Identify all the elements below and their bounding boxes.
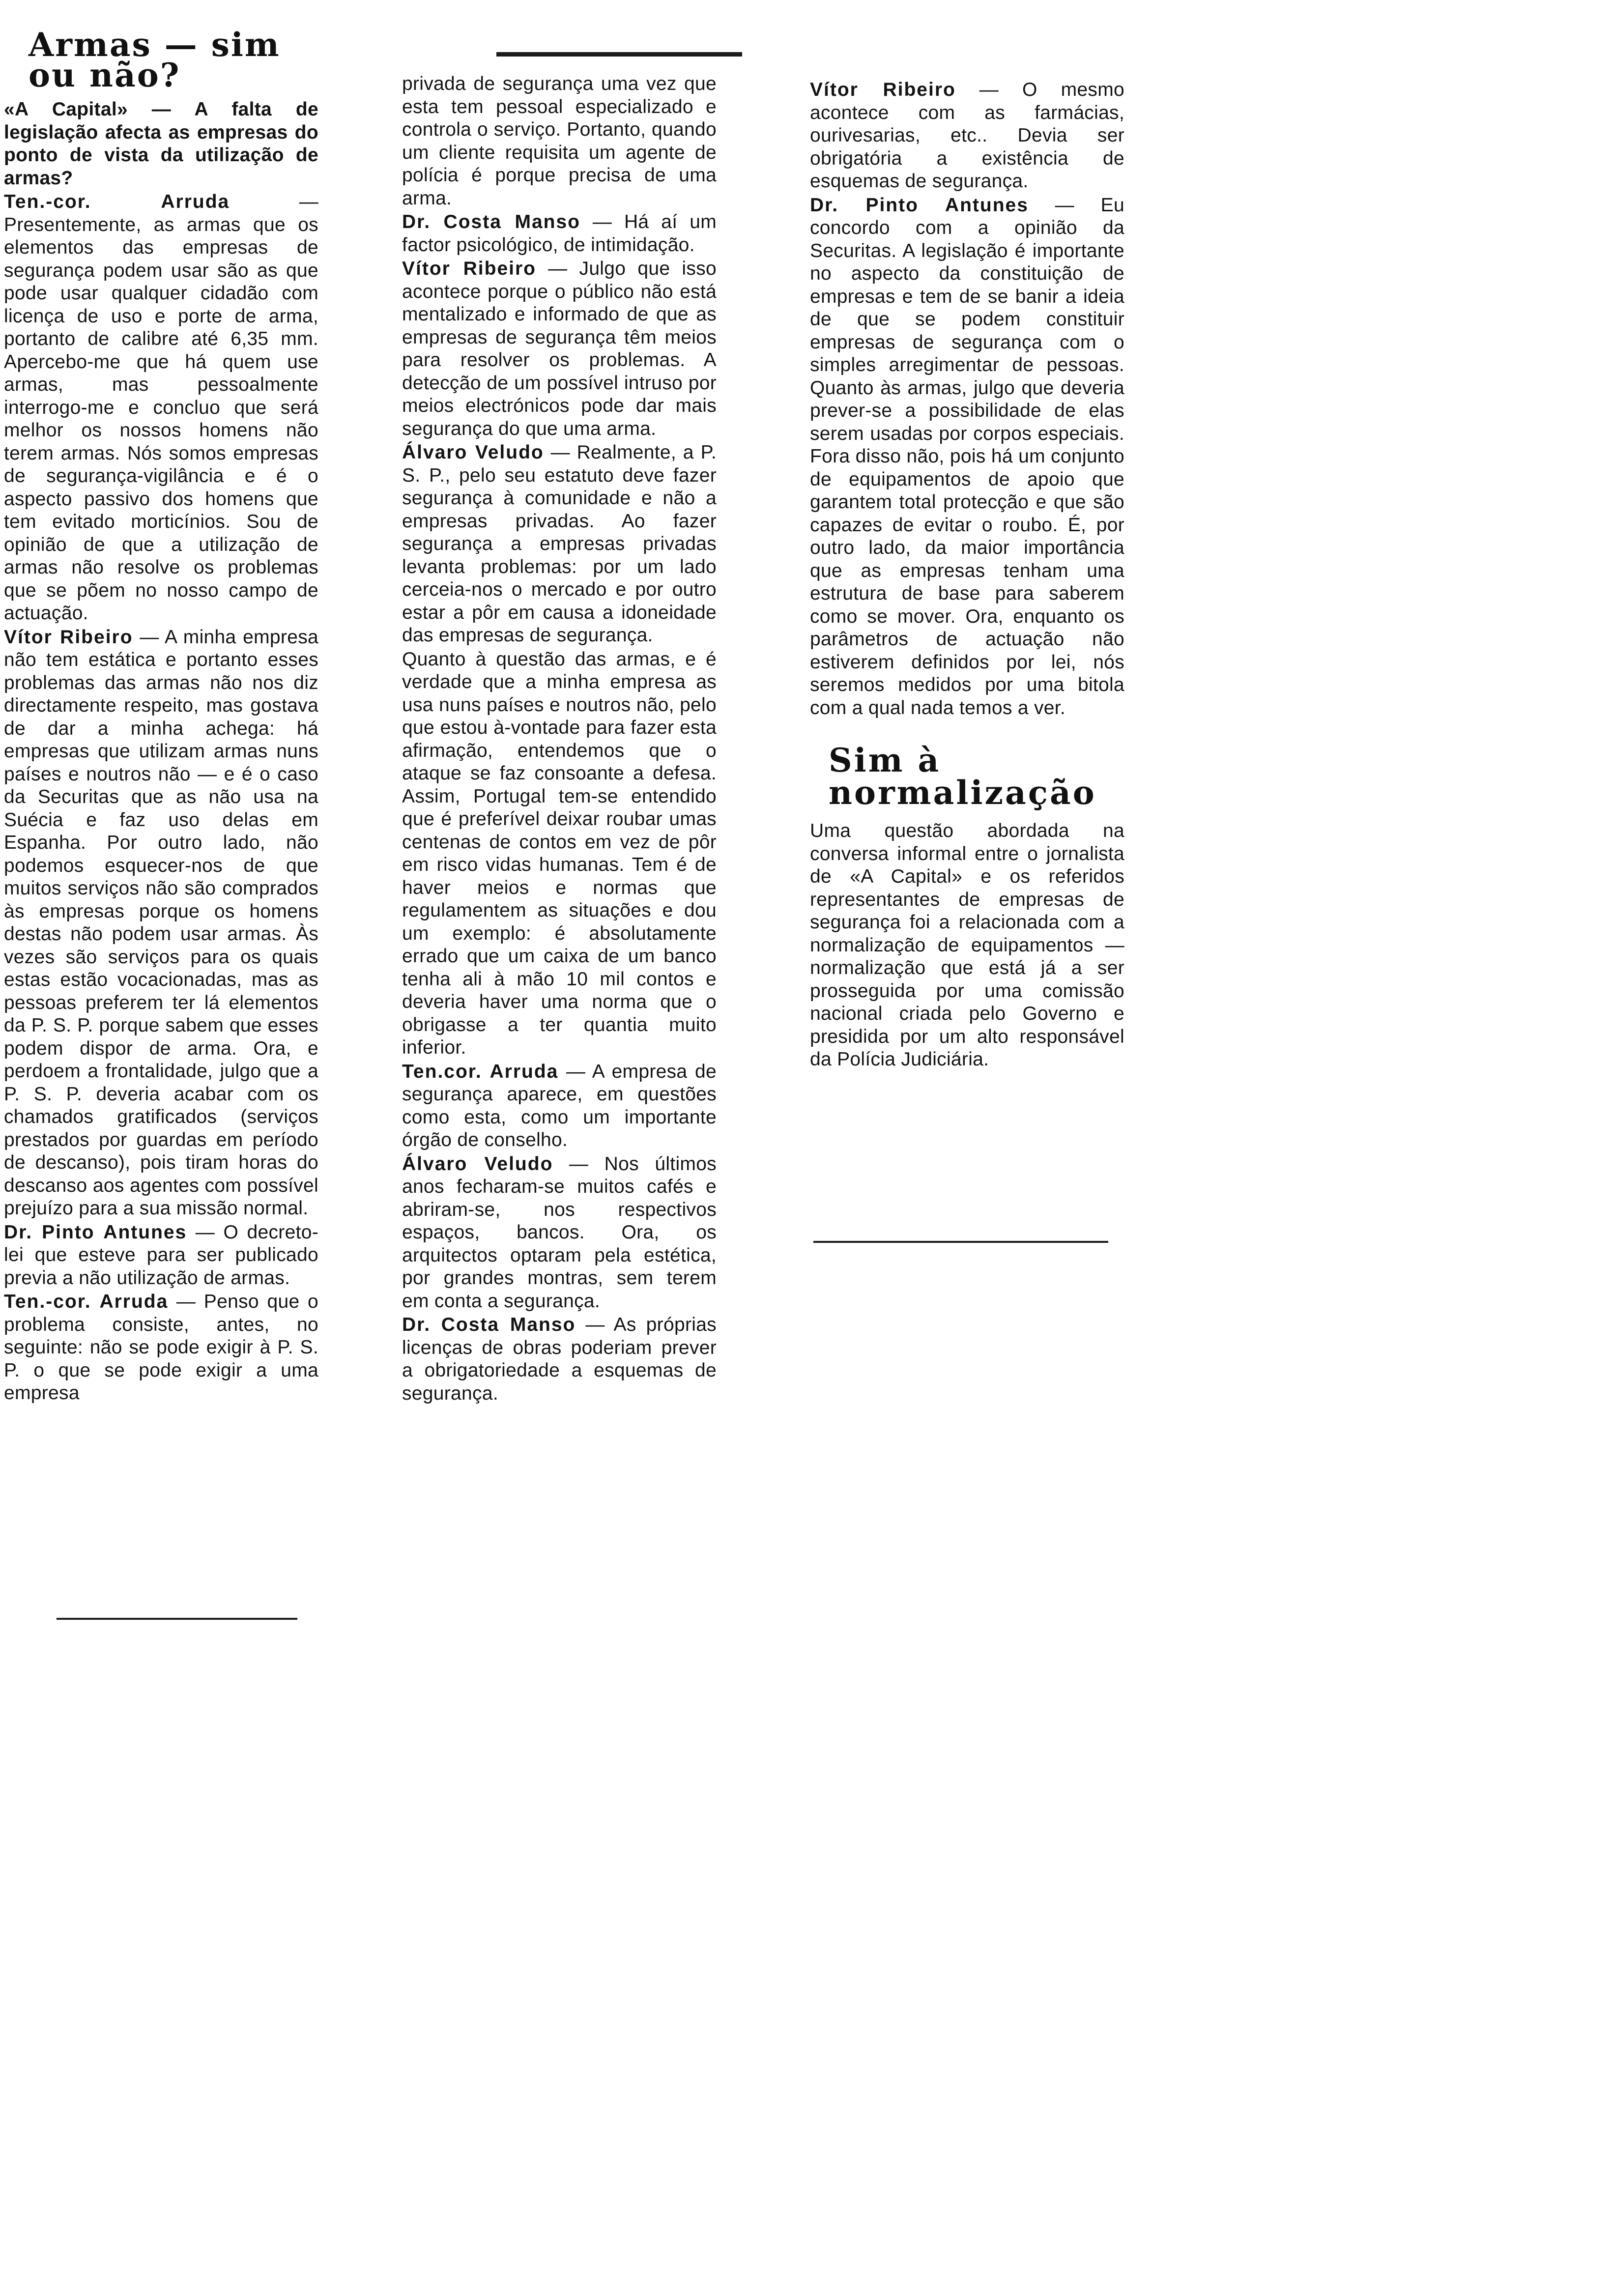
paragraph-text: — Eu concordo com a opinião da Securitas. A legislação é importante no aspecto da constituição de empresas e tem de se banir a ideia de que se podem constituir empresas de segurança com o simples arregimentar de pessoas. Quanto às armas, julgo que deveria prever-se a possibilidade de elas serem usadas por corpos especiais. Fora disso não, pois há um conjunto de equipamentos de apoio que garantem total protecção e que são capazes de evitar o roubo. É, por outro lado, da maior importância que as empresas tenham uma estrutura de base para saberem como se mover. Ora, enquanto os parâmetros de actuação não estiverem definidos por lei, nós seremos medidos por uma bitola com a qual nada temos a ver. [810,194,1124,718]
speaker-name: Ten.-cor. Arruda [4,191,230,212]
paragraph [4,1221,318,1290]
column-2 [402,73,717,1406]
paragraph [402,1061,717,1152]
paragraph [402,441,717,647]
paragraph-text: privada de segurança uma vez que esta tem pessoal especializado e controla o serviço. Portanto, quando um cliente requisita um agente de polícia é porque precisa de uma arma. [402,73,717,209]
interview-question: «A Capital» — A falta de legislação afecta as empresas do ponto de vista da utilização de armas? [4,99,318,189]
paragraph-text: Quanto à questão das armas, e é verdade que a minha empresa as usa nuns países e noutros não, pelo que estou à-vontade para fazer esta afirmação, entendemos que o ataque se faz consoante a defesa. Assim, Portugal tem-se entendido que é preferível deixar roubar umas centenas de contos em vez de pôr em risco vidas humanas. Tem é de haver meios e normas que regulamentem as situações e dou um exemplo: é absolutamente errado que um caixa de um banco tenha ali à mão 10 mil contos e deveria haver uma norma que o obrigasse a ter quantia muito inferior. [402,648,717,1058]
paragraph [402,73,717,210]
paragraph-text: — A empresa de segurança aparece, em questões como esta, como um importante órgão de conselho. [402,1061,717,1150]
speaker-name: Ten.cor. Arruda [402,1061,559,1082]
speaker-name: Dr. Pinto Antunes [810,194,1029,216]
paragraph [4,1291,318,1405]
paragraph-text: — Julgo que isso acontece porque o público não está mentalizado e informado de que as empresas de segurança têm meios para resolver os problemas. A detecção de um possível intruso por meios electrónicos pode dar mais segurança do que uma arma. [402,258,717,439]
speaker-name: Dr. Costa Manso [402,1314,576,1335]
paragraph-text: Uma questão abordada na conversa informal entre o jornalista de «A Capital» e os referidos representantes de empresas de segurança foi a relacionada com a normalização de equipamentos — normalização que está já a ser prosseguida por uma comissão nacional criada pelo Governo e presidida por um alto responsável da Polícia Judiciária. [810,820,1124,1070]
top-rule [496,52,742,57]
paragraph-text: — A minha empresa não tem estática e portanto esses problemas das armas não nos diz directamente respeito, mas gostava de dar a minha achega: há empresas que utilizam armas nuns países e noutros não — e é o caso da Securitas que as não usa na Suécia e faz uso delas em Espanha. Por outro lado, não podemos esquecer-nos de que muitos serviços não são comprados às empresas porque os homens destas não podem usar armas. Às vezes são serviços para os quais estas estão vocacionadas, mas as pessoas preferem ter lá elementos da P. S. P. porque sabem que esses podem dispor de arma. Ora, e perdoem a frontalidade, julgo que a P. S. P. deveria acabar com os chamados gratificados (serviços prestados por guardas em período de descanso), pois tiram horas do descanso aos agentes com possível prejuízo para a sua missão normal. [4,626,318,1219]
paragraph-text: — O mesmo acontece com as farmácias, ourivesarias, etc.. Devia ser obrigatória a existência de esquemas de segurança. [810,79,1124,192]
column-end-rule [57,1618,297,1620]
paragraph-text: — Penso que o problema consiste, antes, no seguinte: não se pode exigir à P. S. P. o que se pode exigir a uma empresa [4,1291,319,1404]
paragraph [402,1153,717,1313]
paragraph [402,648,717,1060]
speaker-name: Vítor Ribeiro [402,258,536,279]
paragraph [810,79,1124,193]
paragraph-text: — O decreto-lei que esteve para ser publicado previa a não utilização de armas. [4,1221,319,1289]
speaker-name: Álvaro Veludo [402,442,544,463]
paragraph [4,191,318,625]
paragraph-text: — As próprias licenças de obras poderiam prever a obrigatoriedade a esquemas de segurança. [402,1314,717,1404]
paragraph-text: — Nos últimos anos fecharam-se muitos cafés e abriram-se, nos respectivos espaços, bancos. Ora, os arquitectos optaram pela estética, por grandes montras, sem terem em conta a segurança. [402,1153,717,1312]
subheadline: Sim à normalização [829,741,1096,812]
speaker-name: Ten.-cor. Arruda [4,1291,169,1312]
paragraph [810,194,1124,720]
column-3 [810,79,1124,1072]
speaker-name: Vítor Ribeiro [810,79,956,100]
paragraph [4,626,318,1220]
paragraph-text: — Há aí um factor psicológico, de intimidação. [402,211,717,256]
paragraph-text: — Presentemente, as armas que os elementos das empresas de segurança podem usar são as que pode usar qualquer cidadão com licença de uso e porte de arma, portanto de calibre até 6,35 mm. Apercebo-me que há quem use armas, mas pessoalmente interrogo-me e concluo que será melhor os nossos homens não terem armas. Nós somos empresas de segurança-vigilância e é o aspecto passivo dos homens que tem evitado morticínios. Sou de opinião de que a utilização de armas não resolve os problemas que se põem no nosso campo de actuação. [4,191,318,624]
paragraph [810,820,1124,1071]
headline: Armas — sim ou não? [29,26,281,94]
speaker-name: Vítor Ribeiro [4,626,133,648]
paragraph-text: — Realmente, a P. S. P., pelo seu estatuto deve fazer segurança à comunidade e não a empresas privadas. Ao fazer segurança a empresas privadas levanta problemas: por um lado cerceia-nos o mercado e por outro estar a pôr em causa a idoneidade das empresas de segurança. [402,442,717,646]
column-1 [4,26,319,1406]
speaker-name: Dr. Costa Manso [402,211,580,232]
speaker-name: Álvaro Veludo [402,1153,553,1175]
column-end-rule [813,1241,1108,1243]
paragraph [402,211,717,257]
paragraph [402,1314,717,1405]
paragraph [402,258,717,440]
speaker-name: Dr. Pinto Antunes [4,1221,187,1243]
